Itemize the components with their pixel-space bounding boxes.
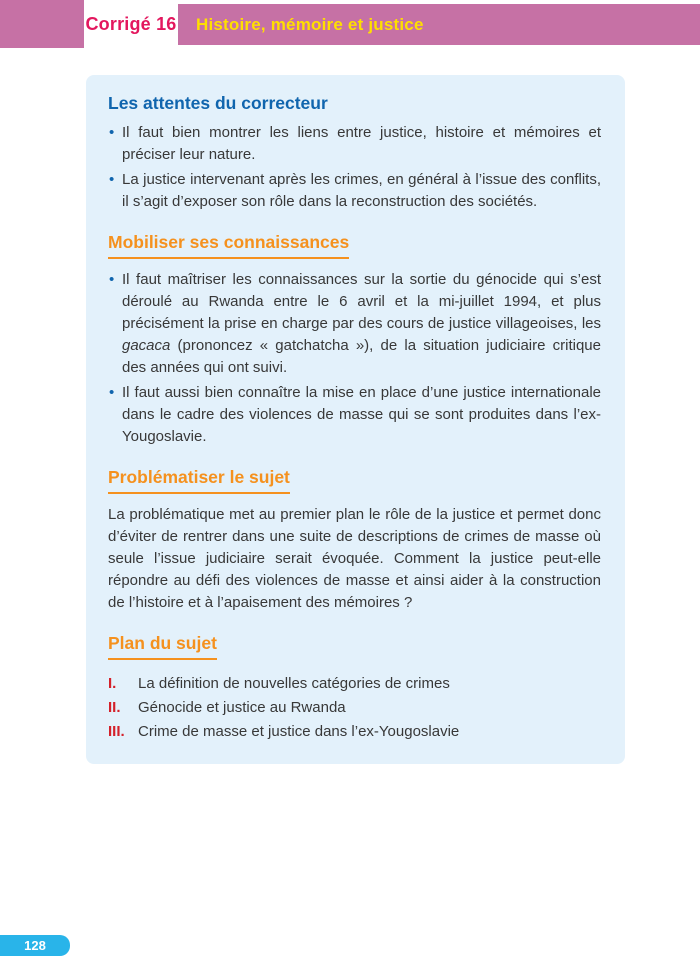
problematique-paragraph: La problématique met au premier plan le rôle de la justice et permet donc d’éviter de rentrer dans une suite de descriptions de crimes de masse où seule l’issue judiciaire serait évoquée. Comment la justice peut-elle répondre au défi des violences de masse et ainsi aider à la construction de l’histoire et à l’apaisement des mémoires ? [108,506,601,611]
section-heading-attentes: Les attentes du correcteur [108,93,328,113]
plan-numeral: II. [108,699,121,716]
attentes-bullet-list [108,122,601,213]
header-left-strip [0,0,84,48]
plan-text: Crime de masse et justice dans l’ex-Yougoslavie [138,723,460,740]
bullet-text-post: (prononcez « gatchatcha »), de la situation judiciaire critique des années qui ont suivi. [122,337,601,376]
section-heading-connaissances: Mobiliser ses connaissances [108,232,349,259]
gacaca-italic-term: gacaca [122,337,171,354]
plan-text: La définition de nouvelles catégories de crimes [138,675,450,692]
bullet-item [108,269,601,379]
section-heading-plan: Plan du sujet [108,633,217,660]
plan-item [108,672,601,696]
section-heading-wrap [108,633,601,660]
corrige-label-box [84,0,178,48]
plan-item [108,696,601,720]
plan-item [108,720,601,744]
bullet-item: • Il faut aussi bien connaître la mise en place d’une justice internationale dans le cadre des violences de masse qui se sont produites dans l’ex-Yougoslavie. [108,382,601,448]
section-heading-wrap [108,467,601,494]
bullet-text-pre: Il faut maîtriser les connaissances sur la sortie du génocide qui s’est déroulé au Rwanda entre le 6 avril et la mi-juillet 1994, et plus précisément la prise en charge par des cours de justice villageoises, les [122,271,601,332]
chapter-title-bar [178,4,700,45]
bullet-item: • Il faut bien montrer les liens entre justice, histoire et mémoires et préciser leur nature. [108,122,601,166]
bullet-item: • La justice intervenant après les crimes, en général à l’issue des conflits, il s’agit d’exposer son rôle dans la reconstruction des sociétés. [108,169,601,213]
page-number: 128 [24,938,46,953]
chapter-header [0,0,700,48]
plan-list [108,672,601,744]
plan-text: Génocide et justice au Rwanda [138,699,346,716]
connaissances-bullet-list [108,269,601,448]
content-panel [86,75,625,764]
section-heading-problematiser: Problématiser le sujet [108,467,290,494]
plan-numeral: III. [108,723,125,740]
chapter-title: Histoire, mémoire et justice [196,14,424,34]
section-heading-wrap [108,232,601,259]
page-number-badge [0,935,70,956]
plan-numeral: I. [108,675,117,692]
corrige-label: Corrigé 16 [85,13,177,34]
